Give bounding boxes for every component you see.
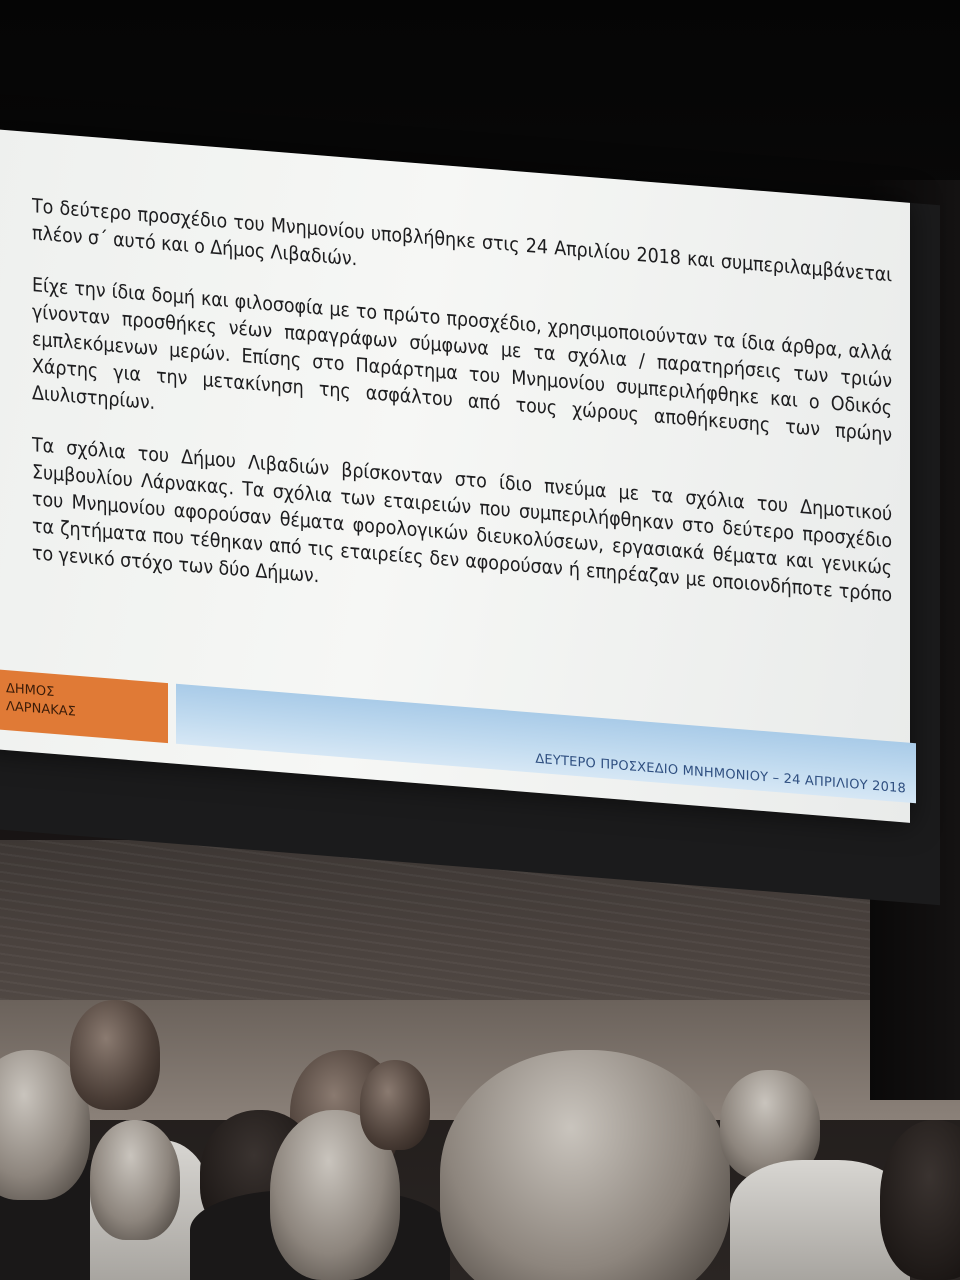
audience-head-7 — [360, 1060, 430, 1150]
audience-head-right — [880, 1120, 960, 1280]
footer-blue-bar — [176, 684, 916, 804]
logo-line-2: ΛΑΡΝΑΚΑΣ — [6, 699, 76, 720]
audience-head-2 — [70, 1000, 160, 1110]
slide-footer — [0, 668, 910, 809]
logo-line-1: ΔΗΜΟΣ — [6, 681, 55, 700]
slide-paragraph-1: Το δεύτερο προσχέδιο του Μνημονίου υποβλήθηκε στις 24 Απριλίου 2018 και συμπεριλαμβάνεται πλέον σ΄ αυτό και ο Δήμος Λιβαδιών. — [32, 194, 892, 287]
slide-paragraph-3: Τα σχόλια του Δήμου Λιβαδιών βρίσκονταν στο ίδιο πνεύμα με τα σχόλια του Δημοτικού Συμβουλίου Λάρνακας. Τα σχόλια των εταιρειών που συμπεριλήφθηκαν στο δεύτερο προσχέδιο του Μνημονίου αφορούσαν θέματα φορολογικών διευκολύσεων, εργασιακά θέματα και γενικώς τα ζητήματα που τέθηκαν από τις εταιρείες δεν αφορούσαν ή επηρέαζαν με οποιονδήποτε τρόπο το γενικό στόχο των δύο Δήμων. — [32, 433, 892, 607]
audience-head-foreground — [440, 1050, 730, 1280]
slide-paragraph-2: Είχε την ίδια δομή και φιλοσοφία με το πρώτο προσχέδιο, χρησιμοποιούνταν τα ίδια άρθρα, αλλά γίνονταν προσθήκες νέων παραγράφων σύμφωνα με τα σχόλια / παρατηρήσεις των τριών εμπλεκόμενων μερών. Επίσης στο Παράρτημα του Μνημονίου συμπεριλήφθηκε και ο Οδικός Χάρτης για την μετακίνηση της ασφάλτου από τους χώρους αποθήκευσης των πρώην Διυλιστηρίων. — [32, 273, 892, 447]
slide-body-text — [32, 192, 892, 660]
municipality-logo-block — [0, 668, 168, 743]
presentation-slide — [0, 128, 910, 823]
projection-screen — [0, 128, 940, 905]
audience-head-3 — [90, 1120, 180, 1240]
municipality-logo-text — [6, 680, 76, 722]
footer-caption: ΔΕΥΤΕΡΟ ΠΡΟΣΧΕΔΙΟ ΜΝΗΜΟΝΙΟΥ – 24 ΑΠΡΙΛΙΟΥ 2018 — [535, 751, 906, 797]
